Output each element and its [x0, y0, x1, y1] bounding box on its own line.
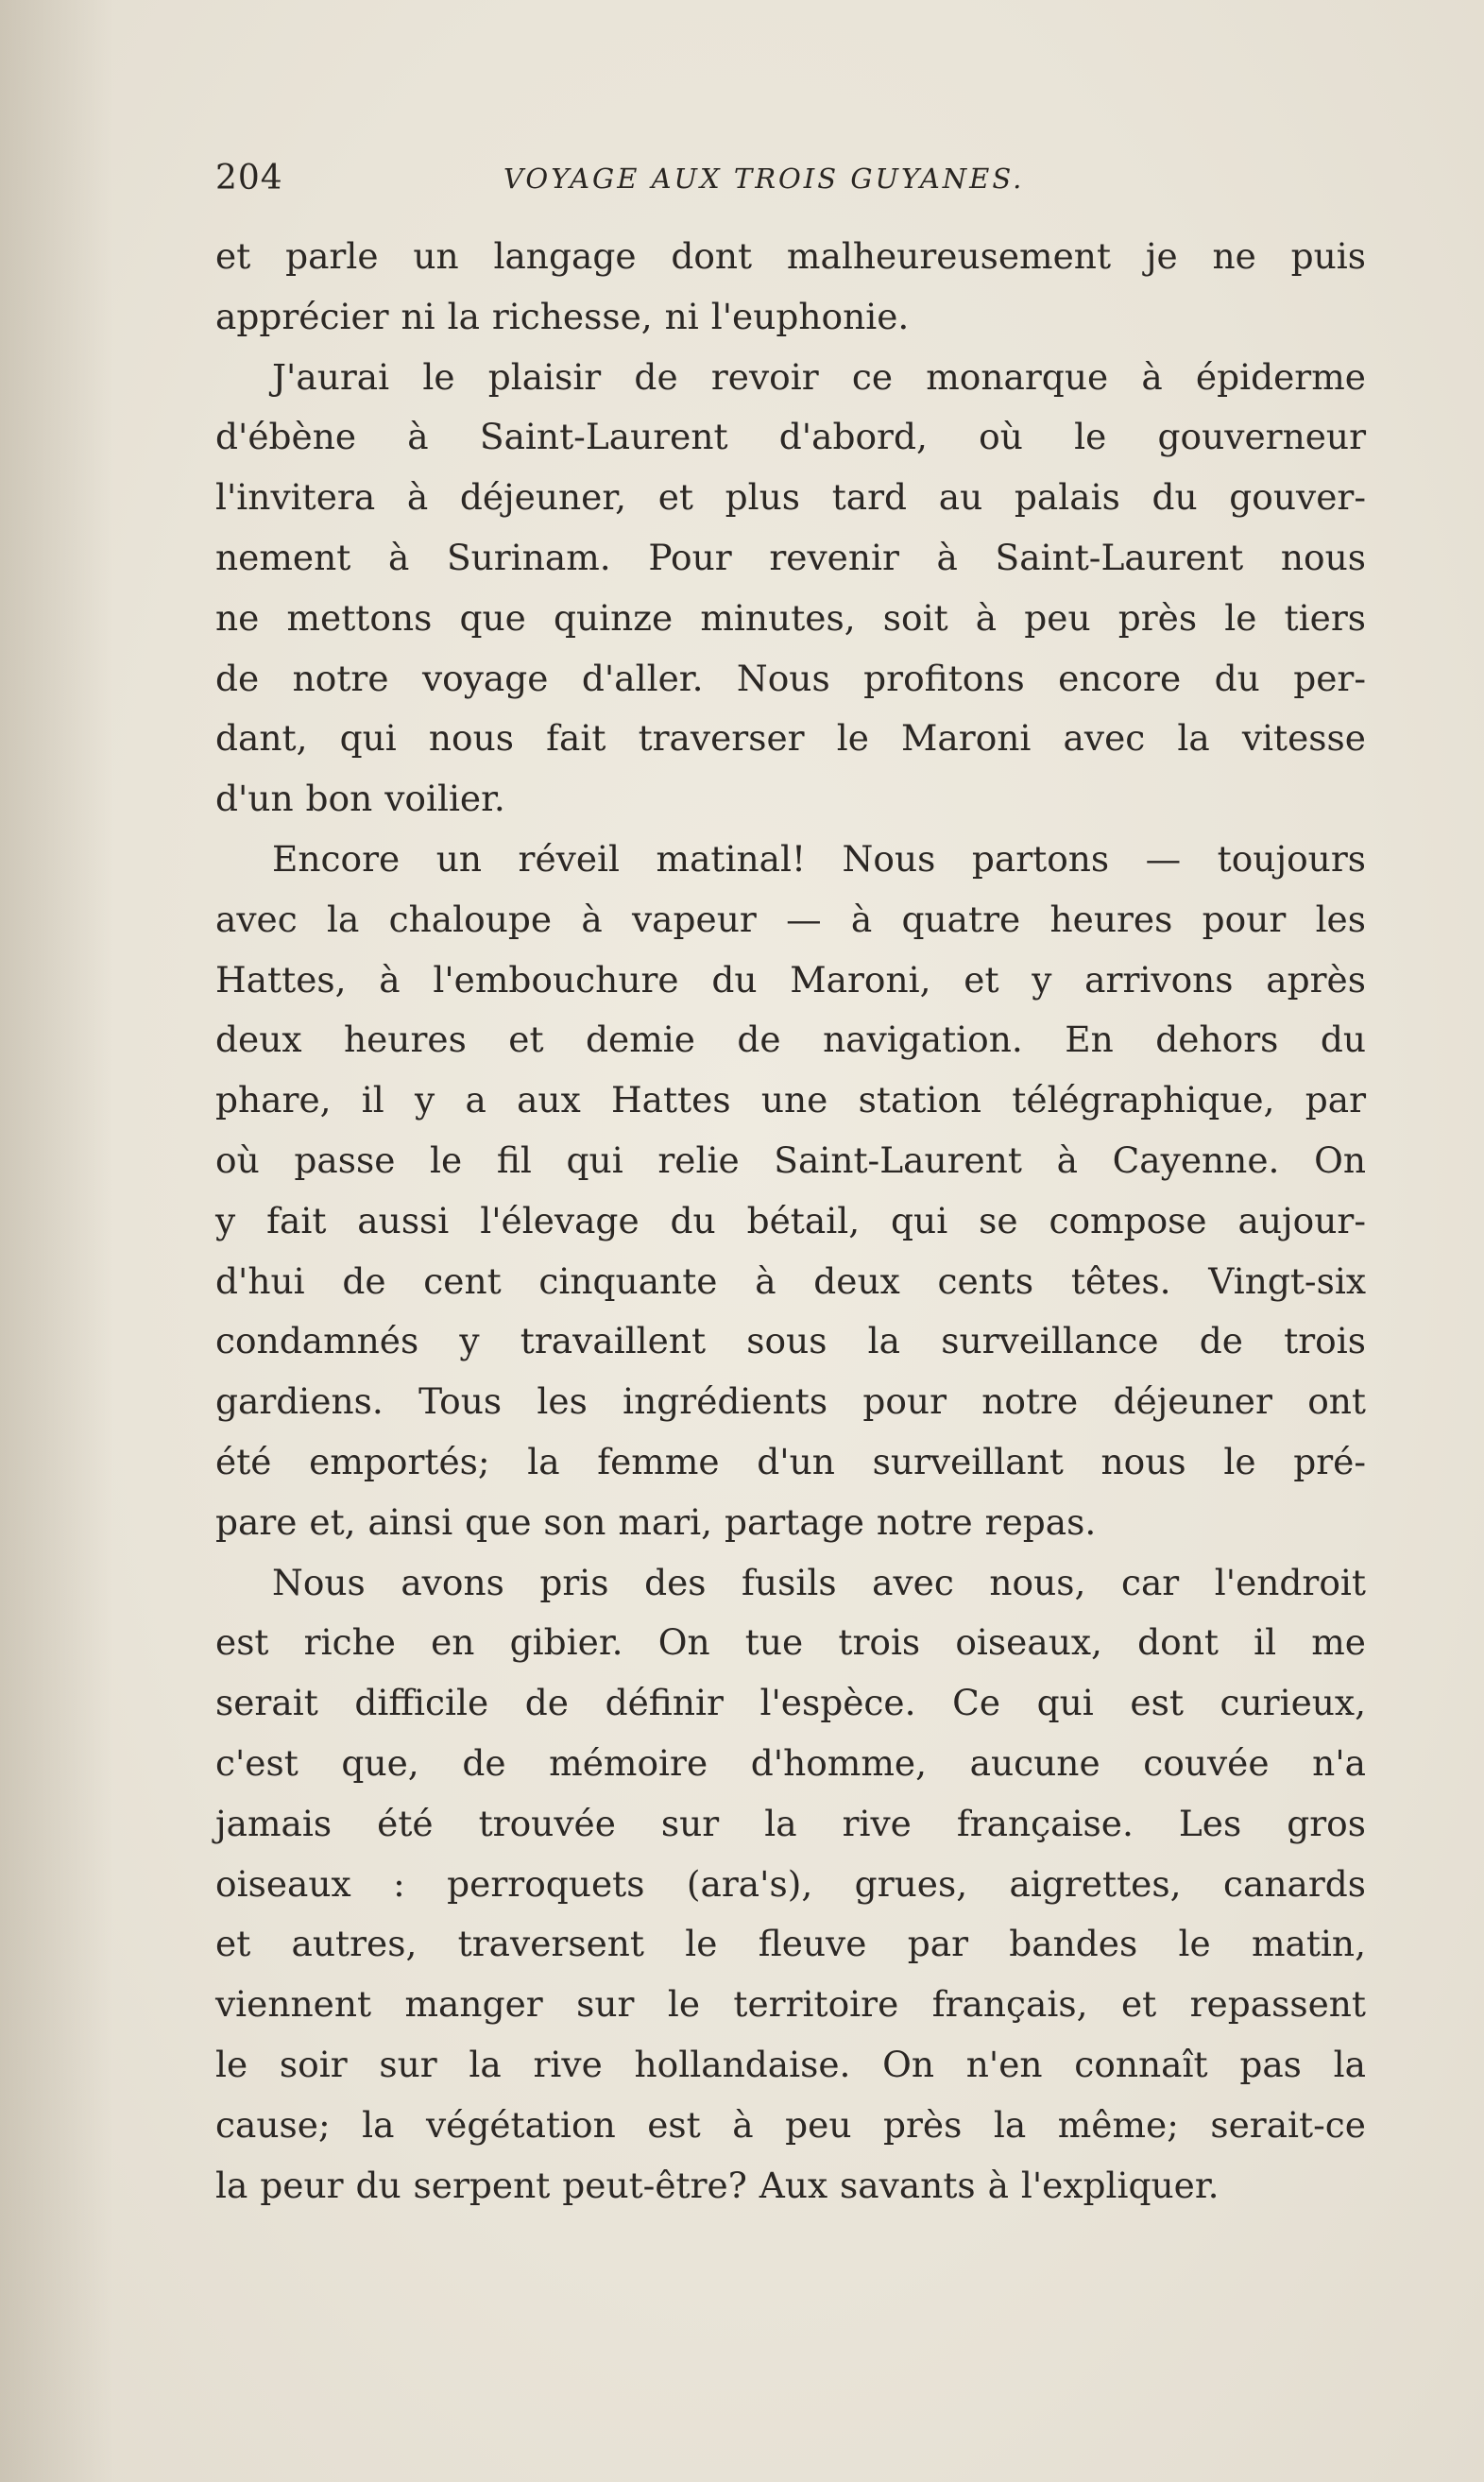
text-line: et autres, traversent le fleuve par bandes le matin, [215, 1923, 1366, 1965]
running-title: VOYAGE AUX TROIS GUYANES. [503, 163, 1025, 195]
text-line: d'un bon voilier. [215, 778, 505, 820]
text-line: oiseaux : perroquets (ara's), grues, aigrettes, canards [215, 1862, 1366, 1905]
text-line: l'invitera à déjeuner, et plus tard au palais du gouver- [215, 476, 1366, 519]
text-line: et parle un langage dont malheureusement je ne puis [215, 235, 1366, 277]
text-line: la peur du serpent peut-être? Aux savants à l'expliquer. [215, 2164, 1220, 2206]
text-line: deux heures et demie de navigation. En dehors du [215, 1018, 1366, 1061]
body-text [215, 227, 1366, 2216]
text-line: J'aurai le plaisir de revoir ce monarque à épiderme [272, 355, 1366, 398]
text-line: c'est que, de mémoire d'homme, aucune couvée n'a [215, 1741, 1366, 1784]
binding-shadow [0, 0, 113, 2482]
text-line: Hattes, à l'embouchure du Maroni, et y arrivons après [215, 958, 1366, 1001]
text-line: jamais été trouvée sur la rive française. Les gros [215, 1802, 1366, 1844]
text-line: Nous avons pris des fusils avec nous, car l'endroit [272, 1561, 1366, 1603]
text-line: serait difficile de définir l'espèce. Ce qui est curieux, [215, 1682, 1366, 1724]
text-line: d'ébène à Saint-Laurent d'abord, où le gouverneur [215, 416, 1366, 458]
text-line: Encore un réveil matinal! Nous partons — toujours [272, 837, 1366, 880]
text-line: y fait aussi l'élevage du bétail, qui se compose aujour- [215, 1199, 1366, 1241]
text-line: de notre voyage d'aller. Nous profitons encore du per- [215, 657, 1366, 699]
text-line: dant, qui nous fait traverser le Maroni avec la vitesse [215, 717, 1366, 760]
text-line: où passe le fil qui relie Saint-Laurent à Cayenne. On [215, 1138, 1366, 1181]
text-line: apprécier ni la richesse, ni l'euphonie. [215, 295, 910, 337]
text-line: condamnés y travaillent sous la surveillance de trois [215, 1320, 1366, 1362]
text-line: phare, il y a aux Hattes une station télégraphique, par [215, 1079, 1366, 1121]
page-number: 204 [215, 159, 283, 197]
page-header [215, 159, 1366, 206]
text-line: d'hui de cent cinquante à deux cents têtes. Vingt-six [215, 1259, 1366, 1302]
text-line: est riche en gibier. On tue trois oiseaux, dont il me [215, 1621, 1366, 1664]
text-line: gardiens. Tous les ingrédients pour notre déjeuner ont [215, 1380, 1366, 1423]
text-line: avec la chaloupe à vapeur — à quatre heures pour les [215, 898, 1366, 940]
text-line: ne mettons que quinze minutes, soit à peu près le tiers [215, 596, 1366, 639]
text-line: nement à Surinam. Pour revenir à Saint-Laurent nous [215, 536, 1366, 578]
text-line: cause; la végétation est à peu près la même; serait-ce [215, 2103, 1366, 2146]
text-line: le soir sur la rive hollandaise. On n'en connaît pas la [215, 2043, 1366, 2085]
text-line: pare et, ainsi que son mari, partage notre repas. [215, 1500, 1097, 1543]
text-line: viennent manger sur le territoire français, et repassent [215, 1983, 1366, 2026]
text-line: été emportés; la femme d'un surveillant nous le pré- [215, 1440, 1366, 1482]
